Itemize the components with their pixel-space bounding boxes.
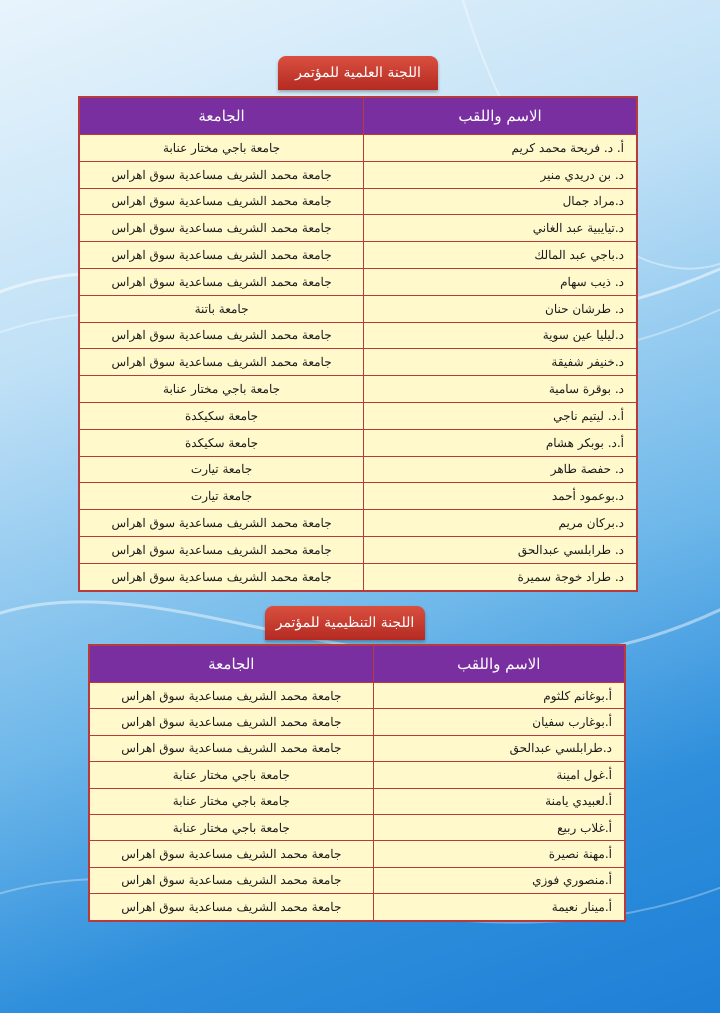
member-name: د. طرابلسي عبدالحق: [364, 536, 637, 563]
member-name: أ. د. فريحة محمد كريم: [364, 135, 637, 162]
table-row: [79, 295, 637, 322]
scientific-committee-table: [78, 96, 638, 592]
table-row: [89, 762, 625, 788]
member-name: د.بركان مريم: [364, 510, 637, 537]
table-row: [89, 814, 625, 840]
table-row: [89, 867, 625, 893]
name-column-header: الاسم واللقب: [364, 97, 637, 135]
table-row: [79, 536, 637, 563]
member-name: د.تيايبية عبد الغاني: [364, 215, 637, 242]
table-row: [79, 510, 637, 537]
table-row: [79, 429, 637, 456]
table-row: [79, 456, 637, 483]
member-name: د.باجي عبد المالك: [364, 242, 637, 269]
table-header-row: [79, 97, 637, 135]
member-name: د.ليليا عين سوية: [364, 322, 637, 349]
member-university: جامعة باجي مختار عنابة: [79, 376, 364, 403]
member-university: جامعة محمد الشريف مساعدية سوق اهراس: [79, 215, 364, 242]
member-university: جامعة محمد الشريف مساعدية سوق اهراس: [79, 349, 364, 376]
table-row: [79, 161, 637, 188]
member-university: جامعة باتنة: [79, 295, 364, 322]
member-name: أ.منصوري فوزي: [373, 867, 625, 893]
member-name: أ.د. ليتيم ناجي: [364, 402, 637, 429]
member-name: د. ذيب سهام: [364, 268, 637, 295]
organizing-committee-title: اللجنة التنظيمية للمؤتمر: [265, 606, 425, 640]
member-university: جامعة سكيكدة: [79, 429, 364, 456]
member-name: أ.مهنة نصيرة: [373, 841, 625, 867]
table-row: [79, 188, 637, 215]
table-row: [79, 483, 637, 510]
table-row: [79, 349, 637, 376]
member-university: جامعة محمد الشريف مساعدية سوق اهراس: [79, 188, 364, 215]
member-name: أ.د. بوبكر هشام: [364, 429, 637, 456]
member-name: أ.مينار نعيمة: [373, 894, 625, 921]
table-row: [79, 402, 637, 429]
member-university: جامعة محمد الشريف مساعدية سوق اهراس: [89, 894, 373, 921]
member-name: د. بوقرة سامية: [364, 376, 637, 403]
table-row: [79, 563, 637, 590]
member-university: جامعة محمد الشريف مساعدية سوق اهراس: [89, 867, 373, 893]
member-university: جامعة محمد الشريف مساعدية سوق اهراس: [79, 242, 364, 269]
member-university: جامعة باجي مختار عنابة: [89, 814, 373, 840]
member-name: أ.بوغانم كلثوم: [373, 683, 625, 709]
name-column-header: الاسم واللقب: [373, 645, 625, 683]
member-university: جامعة محمد الشريف مساعدية سوق اهراس: [79, 268, 364, 295]
member-university: جامعة محمد الشريف مساعدية سوق اهراس: [89, 683, 373, 709]
table-row: [79, 268, 637, 295]
member-name: أ.بوغارب سفيان: [373, 709, 625, 735]
member-university: جامعة محمد الشريف مساعدية سوق اهراس: [79, 563, 364, 590]
member-university: جامعة محمد الشريف مساعدية سوق اهراس: [89, 709, 373, 735]
table-row: [79, 322, 637, 349]
table-row: [79, 135, 637, 162]
member-university: جامعة محمد الشريف مساعدية سوق اهراس: [89, 735, 373, 761]
scientific-committee-title: اللجنة العلمية للمؤتمر: [278, 56, 438, 90]
university-column-header: الجامعة: [89, 645, 373, 683]
member-university: جامعة سكيكدة: [79, 402, 364, 429]
table-row: [79, 215, 637, 242]
member-university: جامعة باجي مختار عنابة: [89, 788, 373, 814]
table-row: [89, 788, 625, 814]
member-university: جامعة محمد الشريف مساعدية سوق اهراس: [89, 841, 373, 867]
university-column-header: الجامعة: [79, 97, 364, 135]
table-row: [89, 683, 625, 709]
member-university: جامعة تيارت: [79, 456, 364, 483]
member-name: د.بوعمود أحمد: [364, 483, 637, 510]
organizing-committee-table: [88, 644, 626, 922]
member-university: جامعة محمد الشريف مساعدية سوق اهراس: [79, 536, 364, 563]
table-row: [89, 841, 625, 867]
member-university: جامعة باجي مختار عنابة: [79, 135, 364, 162]
member-name: أ.لعبيدي يامنة: [373, 788, 625, 814]
member-university: جامعة محمد الشريف مساعدية سوق اهراس: [79, 322, 364, 349]
member-university: جامعة باجي مختار عنابة: [89, 762, 373, 788]
table-row: [89, 709, 625, 735]
member-university: جامعة تيارت: [79, 483, 364, 510]
member-name: د. طراد خوجة سميرة: [364, 563, 637, 590]
table-row: [79, 376, 637, 403]
table-row: [79, 242, 637, 269]
member-name: د.طرابلسي عبدالحق: [373, 735, 625, 761]
member-name: أ.غلاب ربيع: [373, 814, 625, 840]
member-name: د.خنيفر شفيقة: [364, 349, 637, 376]
member-name: د.مراد جمال: [364, 188, 637, 215]
table-row: [89, 735, 625, 761]
member-name: د. طرشان حنان: [364, 295, 637, 322]
table-row: [89, 894, 625, 921]
member-name: د. حفصة طاهر: [364, 456, 637, 483]
member-university: جامعة محمد الشريف مساعدية سوق اهراس: [79, 510, 364, 537]
table-header-row: [89, 645, 625, 683]
member-university: جامعة محمد الشريف مساعدية سوق اهراس: [79, 161, 364, 188]
member-name: د. بن دريدي منير: [364, 161, 637, 188]
member-name: أ.غول امينة: [373, 762, 625, 788]
